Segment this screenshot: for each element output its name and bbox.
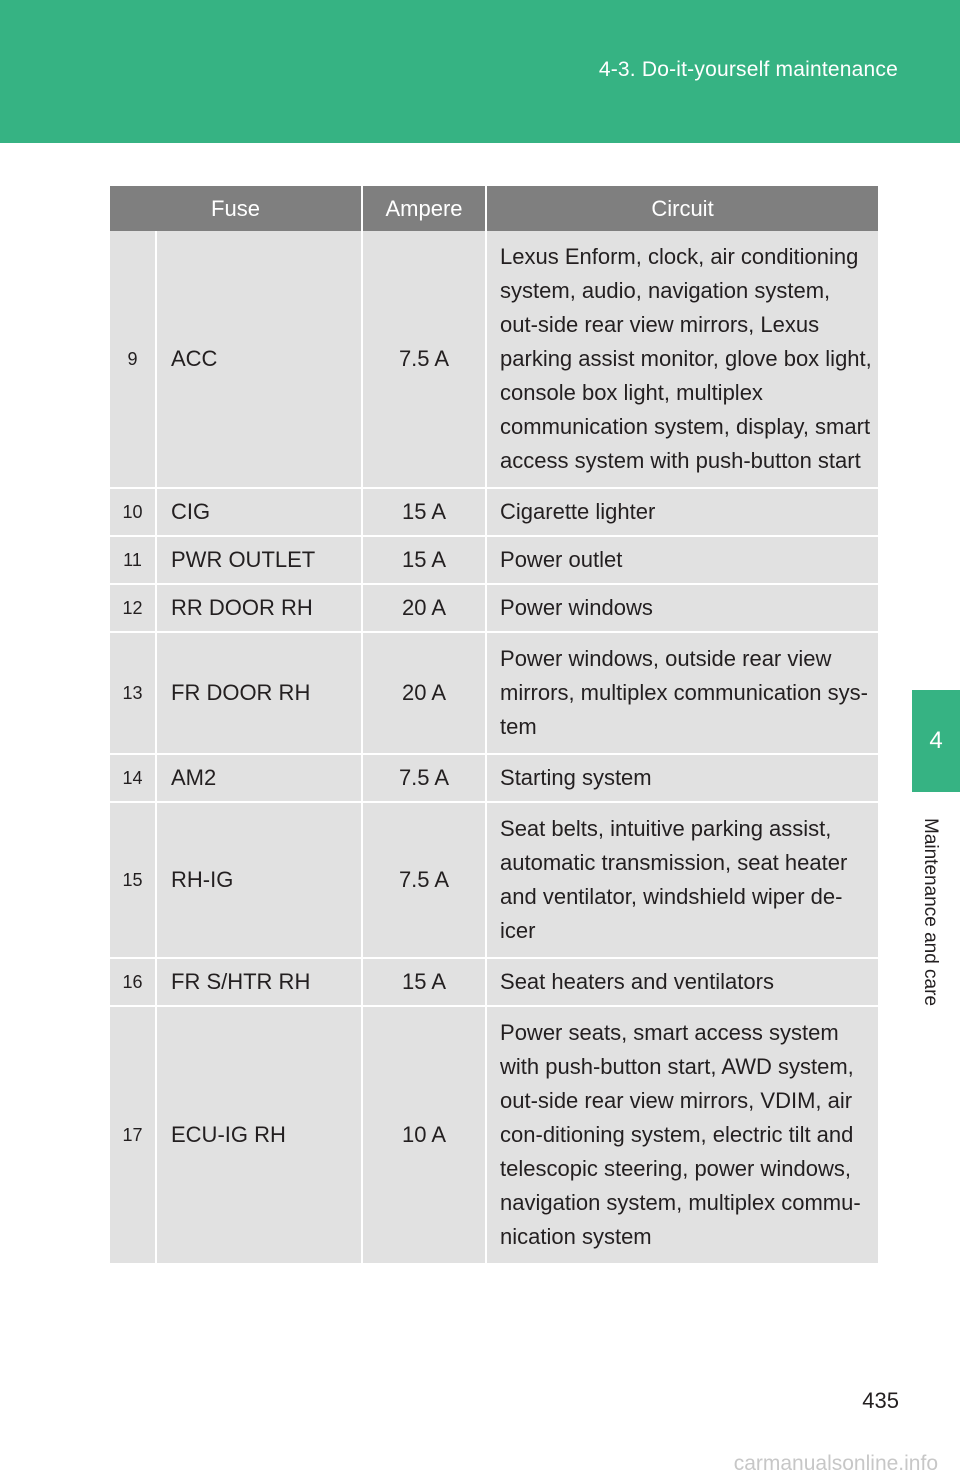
column-header-circuit: Circuit: [486, 186, 878, 231]
fuse-number: 13: [110, 632, 156, 754]
fuse-name: CIG: [156, 488, 362, 536]
fuse-ampere: 7.5 A: [362, 231, 486, 488]
fuse-circuit: Seat heaters and ventilators: [486, 958, 878, 1006]
fuse-number: 16: [110, 958, 156, 1006]
fuse-number: 11: [110, 536, 156, 584]
fuse-name: AM2: [156, 754, 362, 802]
table-row: [110, 536, 878, 584]
chapter-label: Maintenance and care: [920, 817, 941, 1007]
fuse-ampere: 20 A: [362, 584, 486, 632]
fuse-circuit: Starting system: [486, 754, 878, 802]
chapter-number: 4: [929, 727, 943, 754]
fuse-number: 12: [110, 584, 156, 632]
fuse-circuit: Seat belts, intuitive parking assist, automatic transmission, seat heater and ventilator, windshield wiper de-icer: [486, 802, 878, 958]
table-row: [110, 802, 878, 958]
fuse-name: ACC: [156, 231, 362, 488]
fuse-name: FR DOOR RH: [156, 632, 362, 754]
fuse-ampere: 7.5 A: [362, 802, 486, 958]
fuse-name: RR DOOR RH: [156, 584, 362, 632]
header-band: [0, 0, 960, 143]
fuse-number: 9: [110, 231, 156, 488]
chapter-tab: [912, 690, 960, 792]
table-row: [110, 754, 878, 802]
fuse-number: 17: [110, 1006, 156, 1264]
fuse-number: 15: [110, 802, 156, 958]
fuse-ampere: 15 A: [362, 488, 486, 536]
watermark: carmanualsonline.info: [733, 1452, 938, 1475]
fuse-circuit: Power windows: [486, 584, 878, 632]
fuse-circuit: Cigarette lighter: [486, 488, 878, 536]
table-row: [110, 584, 878, 632]
table-row: [110, 958, 878, 1006]
fuse-circuit: Lexus Enform, clock, air conditioning system, audio, navigation system, out-side rear view mirrors, Lexus parking assist monitor, glove box light, console box light, multiplex communication system, display, smart access system with push-button start: [486, 231, 878, 488]
table-row: [110, 632, 878, 754]
fuse-name: FR S/HTR RH: [156, 958, 362, 1006]
fuse-ampere: 15 A: [362, 958, 486, 1006]
fuse-name: PWR OUTLET: [156, 536, 362, 584]
fuse-table: [110, 186, 878, 1265]
fuse-ampere: 7.5 A: [362, 754, 486, 802]
section-title: 4-3. Do-it-yourself maintenance: [598, 58, 898, 81]
fuse-circuit: Power windows, outside rear view mirrors, multiplex communication sys-tem: [486, 632, 878, 754]
fuse-ampere: 20 A: [362, 632, 486, 754]
fuse-ampere: 10 A: [362, 1006, 486, 1264]
fuse-name: ECU-IG RH: [156, 1006, 362, 1264]
fuse-circuit: Power outlet: [486, 536, 878, 584]
table-row: [110, 1006, 878, 1264]
fuse-name: RH-IG: [156, 802, 362, 958]
table-body: [110, 231, 878, 1264]
fuse-circuit: Power seats, smart access system with push-button start, AWD system, out-side rear view mirrors, VDIM, air con-ditioning system, electric tilt and telescopic steering, power windows, navigation system, multiplex commu-nication system: [486, 1006, 878, 1264]
page-number: 435: [862, 1388, 899, 1413]
column-header-fuse: Fuse: [110, 186, 362, 231]
table-header-row: [110, 186, 878, 231]
fuse-number: 14: [110, 754, 156, 802]
column-header-ampere: Ampere: [362, 186, 486, 231]
table-row: [110, 231, 878, 488]
fuse-number: 10: [110, 488, 156, 536]
fuse-ampere: 15 A: [362, 536, 486, 584]
table-row: [110, 488, 878, 536]
